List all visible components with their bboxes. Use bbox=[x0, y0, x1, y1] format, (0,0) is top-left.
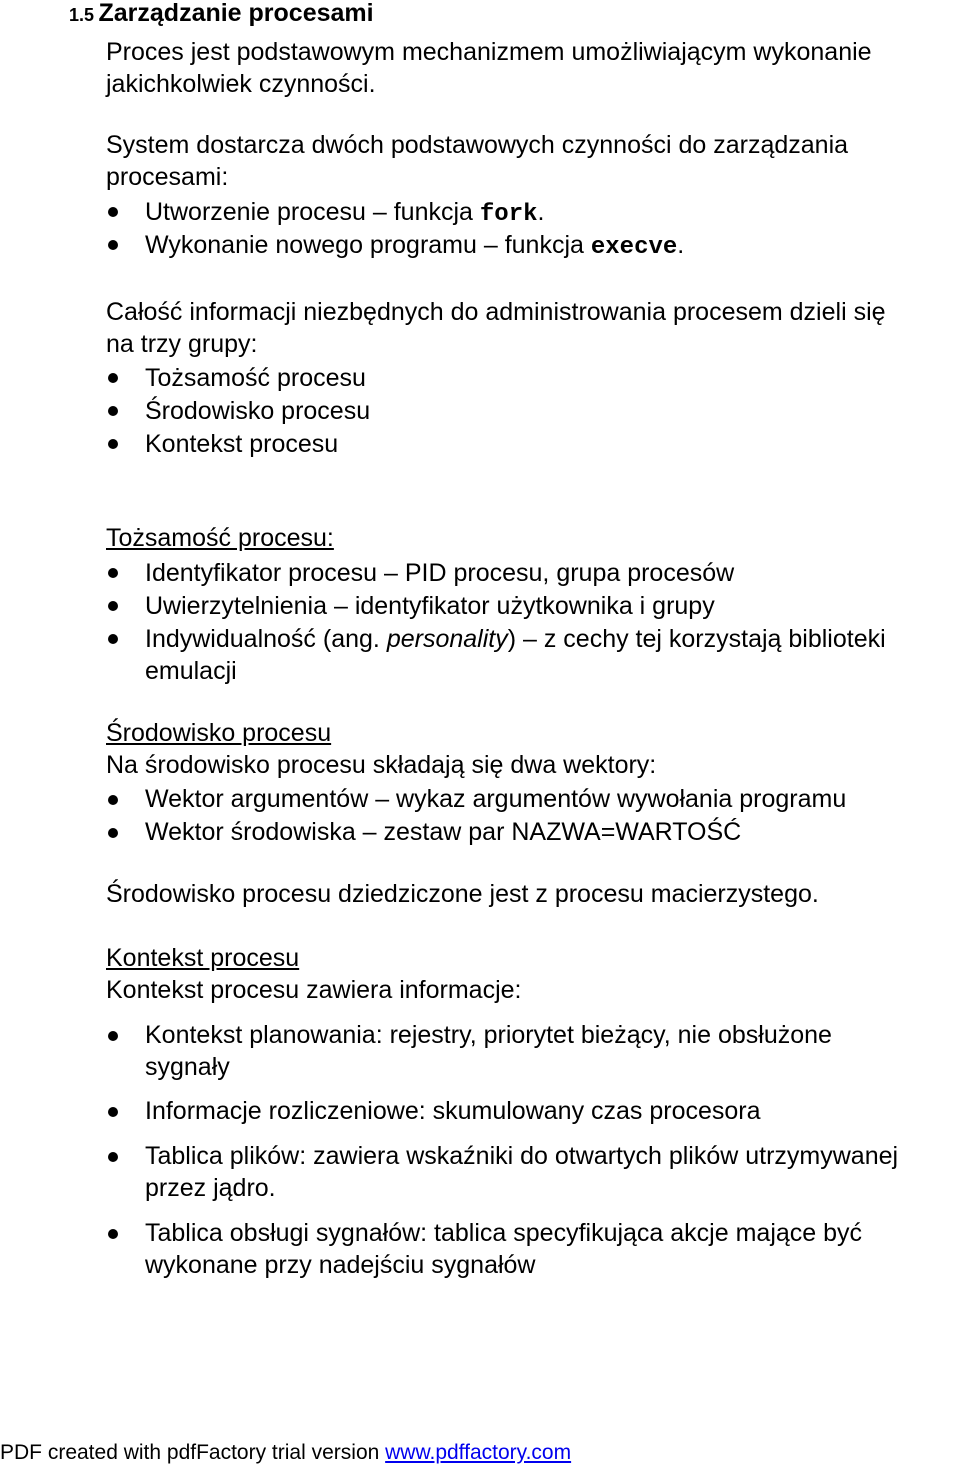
code-execve: execve bbox=[590, 234, 678, 261]
system-line-1: System dostarcza dwóch podstawowych czynności do zarządzania bbox=[106, 131, 849, 159]
bullet-icon bbox=[108, 207, 118, 217]
bullet-icon bbox=[108, 373, 118, 383]
context-item-line-2: wykonane przy nadejściu sygnałów bbox=[145, 1251, 536, 1279]
bullet-icon bbox=[108, 601, 118, 611]
context-intro: Kontekst procesu zawiera informacje: bbox=[106, 976, 522, 1004]
bullet-icon bbox=[108, 240, 118, 250]
intro-line-1: Proces jest podstawowym mechanizmem umożliwiającym wykonanie bbox=[106, 38, 872, 66]
section-number: 1.5 bbox=[69, 5, 95, 25]
identity-heading: Tożsamość procesu: bbox=[106, 524, 334, 552]
info-line-2: na trzy grupy: bbox=[106, 330, 258, 358]
section-heading bbox=[69, 0, 374, 32]
context-heading: Kontekst procesu bbox=[106, 944, 300, 972]
footer-text: PDF created with pdfFactory trial version bbox=[0, 1441, 386, 1464]
bullet-icon bbox=[108, 1229, 118, 1239]
bullet-icon bbox=[108, 568, 118, 578]
context-item-line-1: Informacje rozliczeniowe: skumulowany czas procesora bbox=[145, 1097, 761, 1125]
info-item: Środowisko procesu bbox=[145, 397, 371, 425]
context-item-line-2: sygnały bbox=[145, 1053, 230, 1081]
intro-line-2: jakichkolwiek czynności. bbox=[106, 70, 376, 98]
pdf-footer bbox=[0, 1438, 571, 1468]
context-item-line-1: Tablica plików: zawiera wskaźniki do otwartych plików utrzymywanej bbox=[145, 1142, 899, 1170]
environment-heading: Środowisko procesu bbox=[106, 719, 332, 747]
environment-item: Wektor argumentów – wykaz argumentów wywołania programu bbox=[145, 785, 847, 813]
footer-link[interactable]: www.pdffactory.com bbox=[385, 1441, 572, 1464]
context-item-line-1: Tablica obsługi sygnałów: tablica specyfikująca akcje mające być bbox=[145, 1219, 863, 1247]
system-item-execve: Wykonanie nowego programu – funkcja execve. bbox=[145, 231, 685, 261]
identity-item-personality: Indywidualność (ang. personality) – z cechy tej korzystają biblioteki bbox=[145, 625, 886, 653]
system-item-fork: Utworzenie procesu – funkcja fork. bbox=[145, 198, 545, 228]
bullet-icon bbox=[108, 439, 118, 449]
bullet-icon bbox=[108, 795, 118, 805]
personality-term: personality bbox=[386, 625, 508, 653]
info-item: Tożsamość procesu bbox=[145, 364, 366, 392]
identity-item-personality-line-2: emulacji bbox=[145, 657, 237, 685]
bullet-icon bbox=[108, 1152, 118, 1162]
section-title: Zarządzanie procesami bbox=[98, 0, 374, 27]
environment-item: Wektor środowiska – zestaw par NAZWA=WARTOŚĆ bbox=[145, 818, 742, 846]
bullet-icon bbox=[108, 1031, 118, 1041]
environment-intro: Na środowisko procesu składają się dwa wektory: bbox=[106, 751, 657, 779]
info-line-1: Całość informacji niezbędnych do administrowania procesem dzieli się bbox=[106, 298, 886, 326]
context-item-line-1: Kontekst planowania: rejestry, priorytet bieżący, nie obsłużone bbox=[145, 1021, 832, 1049]
context-item-line-2: przez jądro. bbox=[145, 1174, 276, 1202]
identity-item: Identyfikator procesu – PID procesu, grupa procesów bbox=[145, 559, 735, 587]
identity-item: Uwierzytelnienia – identyfikator użytkownika i grupy bbox=[145, 592, 715, 620]
bullet-icon bbox=[108, 1107, 118, 1117]
bullet-icon bbox=[108, 634, 118, 644]
code-fork: fork bbox=[479, 201, 538, 228]
system-line-2: procesami: bbox=[106, 163, 229, 191]
info-item: Kontekst procesu bbox=[145, 430, 339, 458]
bullet-icon bbox=[108, 828, 118, 838]
bullet-icon bbox=[108, 406, 118, 416]
environment-note: Środowisko procesu dziedziczone jest z procesu macierzystego. bbox=[106, 880, 819, 908]
